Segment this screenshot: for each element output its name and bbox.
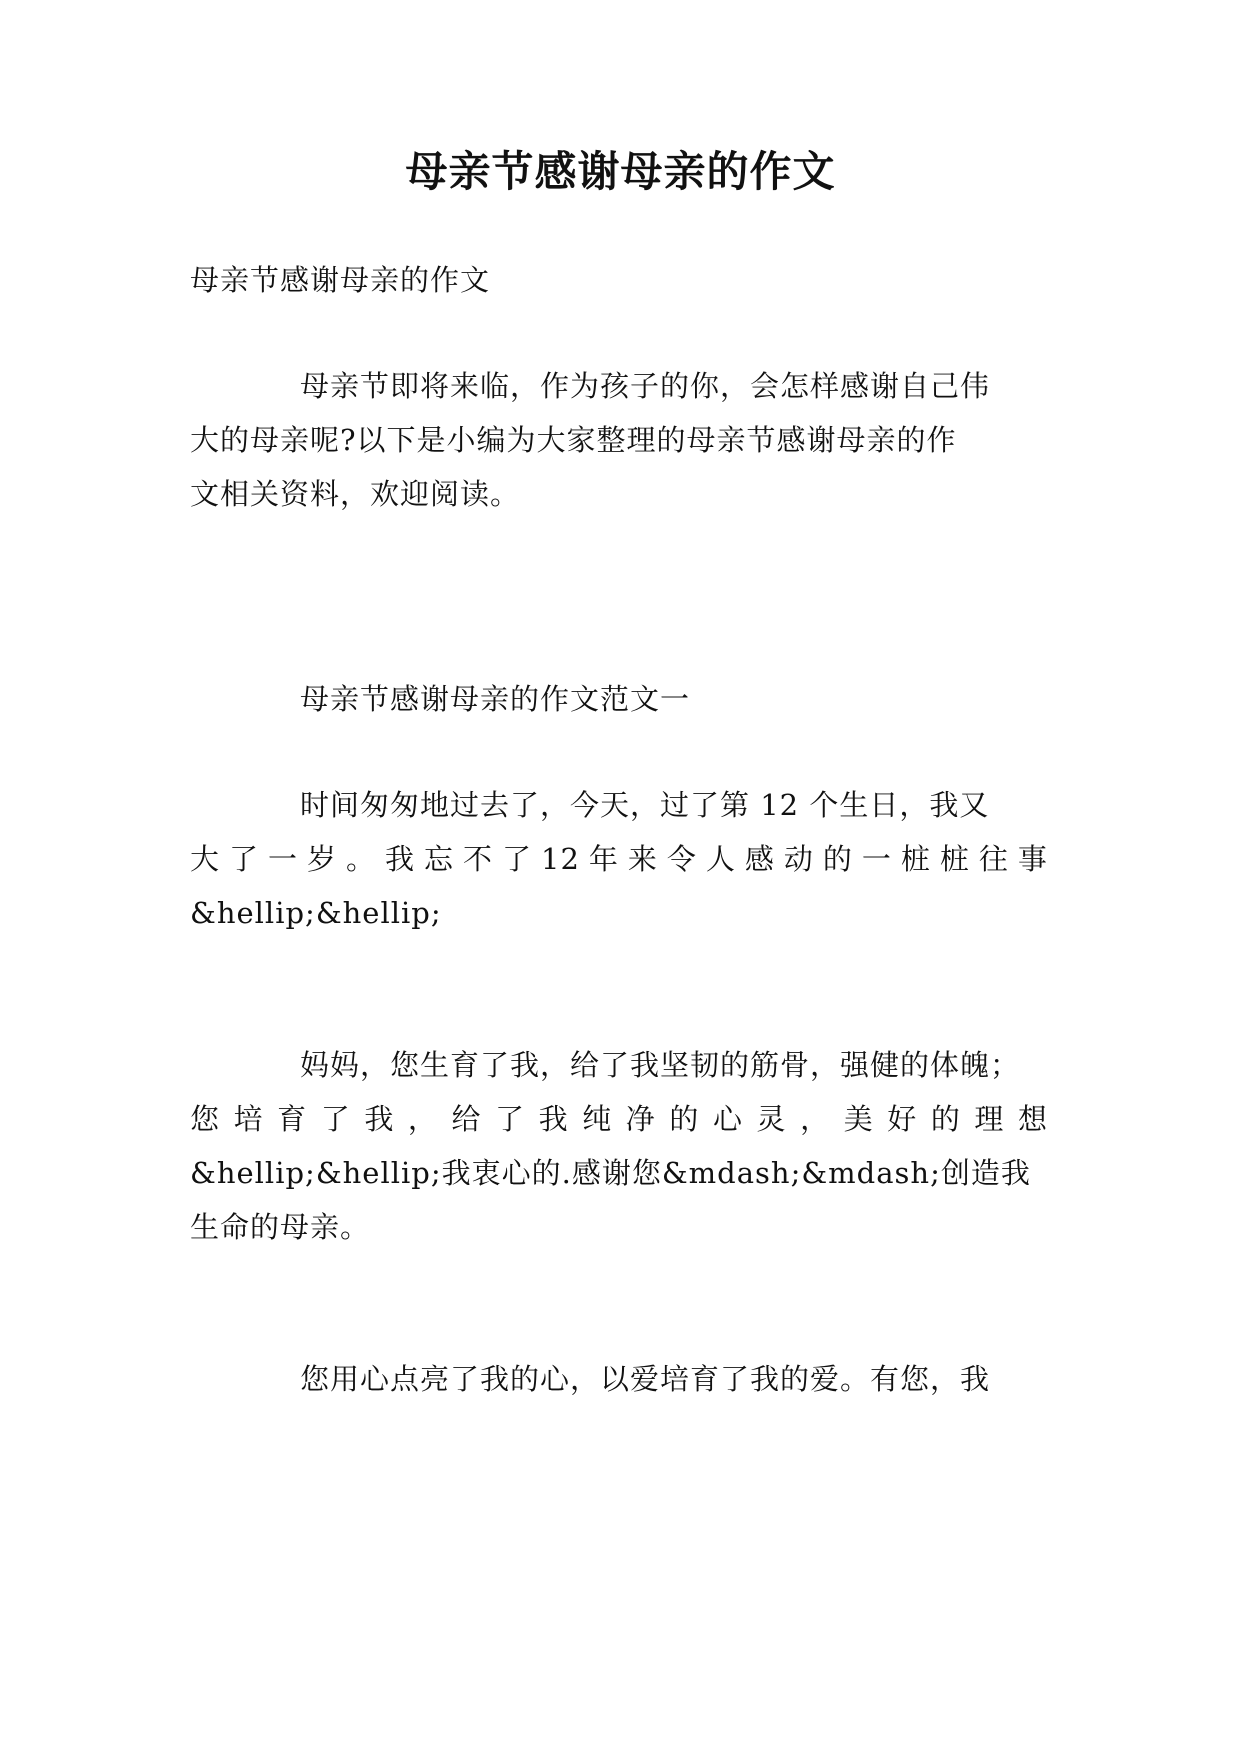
paragraph1-word: 事 [1017, 842, 1048, 876]
paragraph1-word: 年 [588, 842, 619, 876]
paragraph2-word: ， [407, 1102, 438, 1136]
paragraph2-word: 给 [451, 1102, 482, 1136]
paragraph3-line-1: 您用心点亮了我的心，以爱培育了我的爱。有您，我 [300, 1362, 991, 1396]
paragraph1-word: 的 [822, 842, 853, 876]
paragraph2-word: 的 [669, 1102, 700, 1136]
document-subtitle: 母亲节感谢母亲的作文 [190, 263, 491, 297]
paragraph2-word: 灵 [756, 1102, 787, 1136]
paragraph1-word: 往 [978, 842, 1009, 876]
paragraph1-word: 动 [783, 842, 814, 876]
paragraph1-word: 感 [744, 842, 775, 876]
intro-line-3: 文相关资料，欢迎阅读。 [190, 477, 521, 511]
paragraph2-word: 我 [538, 1102, 569, 1136]
paragraph1-word: 大 [190, 842, 221, 876]
paragraph1-word: 令 [666, 842, 697, 876]
paragraph1-word: 桩 [900, 842, 931, 876]
paragraph1-word: 人 [705, 842, 736, 876]
section-heading: 母亲节感谢母亲的作文范文一 [300, 682, 691, 716]
paragraph2-word: 心 [712, 1102, 743, 1136]
paragraph2-word: 了 [495, 1102, 526, 1136]
paragraph2-word: 我 [364, 1102, 395, 1136]
paragraph2-word: 美 [843, 1102, 874, 1136]
paragraph1-line-1: 时间匆匆地过去了，今天，过了第 12 个生日，我又 [300, 788, 990, 822]
paragraph1-word: 岁 [307, 842, 338, 876]
paragraph2-word: ， [800, 1102, 831, 1136]
paragraph2-word: 您 [190, 1102, 221, 1136]
paragraph1-word: 不 [463, 842, 494, 876]
intro-line-1: 母亲节即将来临，作为孩子的你，会怎样感谢自己伟 [300, 369, 991, 403]
paragraph2-word: 想 [1017, 1102, 1048, 1136]
paragraph2-word: 培 [233, 1102, 264, 1136]
paragraph1-word: 了 [502, 842, 533, 876]
paragraph1-word: 桩 [939, 842, 970, 876]
paragraph2-line-4: 生命的母亲。 [190, 1210, 371, 1244]
paragraph2-line-1: 妈妈，您生育了我，给了我坚韧的筋骨，强健的体魄； [300, 1048, 1021, 1082]
paragraph2-word: 净 [625, 1102, 656, 1136]
paragraph1-line-2 [190, 841, 1048, 877]
paragraph2-word: 理 [974, 1102, 1005, 1136]
paragraph1-word: 。 [346, 842, 377, 876]
paragraph1-word: 我 [385, 842, 416, 876]
intro-line-2: 大的母亲呢?以下是小编为大家整理的母亲节感谢母亲的作 [190, 423, 957, 457]
paragraph2-word: 了 [320, 1102, 351, 1136]
paragraph2-word: 纯 [582, 1102, 613, 1136]
paragraph1-word: 一 [861, 842, 892, 876]
paragraph2-word: 育 [277, 1102, 308, 1136]
paragraph1-word: 12 [541, 842, 580, 876]
paragraph2-line-3: &hellip;&hellip;我衷心的.感谢您&mdash;&mdash;创造我 [190, 1156, 1031, 1190]
paragraph1-word: 了 [229, 842, 260, 876]
paragraph1-line-3: &hellip;&hellip; [190, 896, 442, 930]
document-title: 母亲节感谢母亲的作文 [405, 147, 836, 196]
paragraph1-word: 忘 [424, 842, 455, 876]
paragraph1-word: 一 [268, 842, 299, 876]
paragraph2-word: 的 [930, 1102, 961, 1136]
paragraph2-word: 好 [887, 1102, 918, 1136]
paragraph2-line-2 [190, 1101, 1048, 1137]
paragraph1-word: 来 [627, 842, 658, 876]
